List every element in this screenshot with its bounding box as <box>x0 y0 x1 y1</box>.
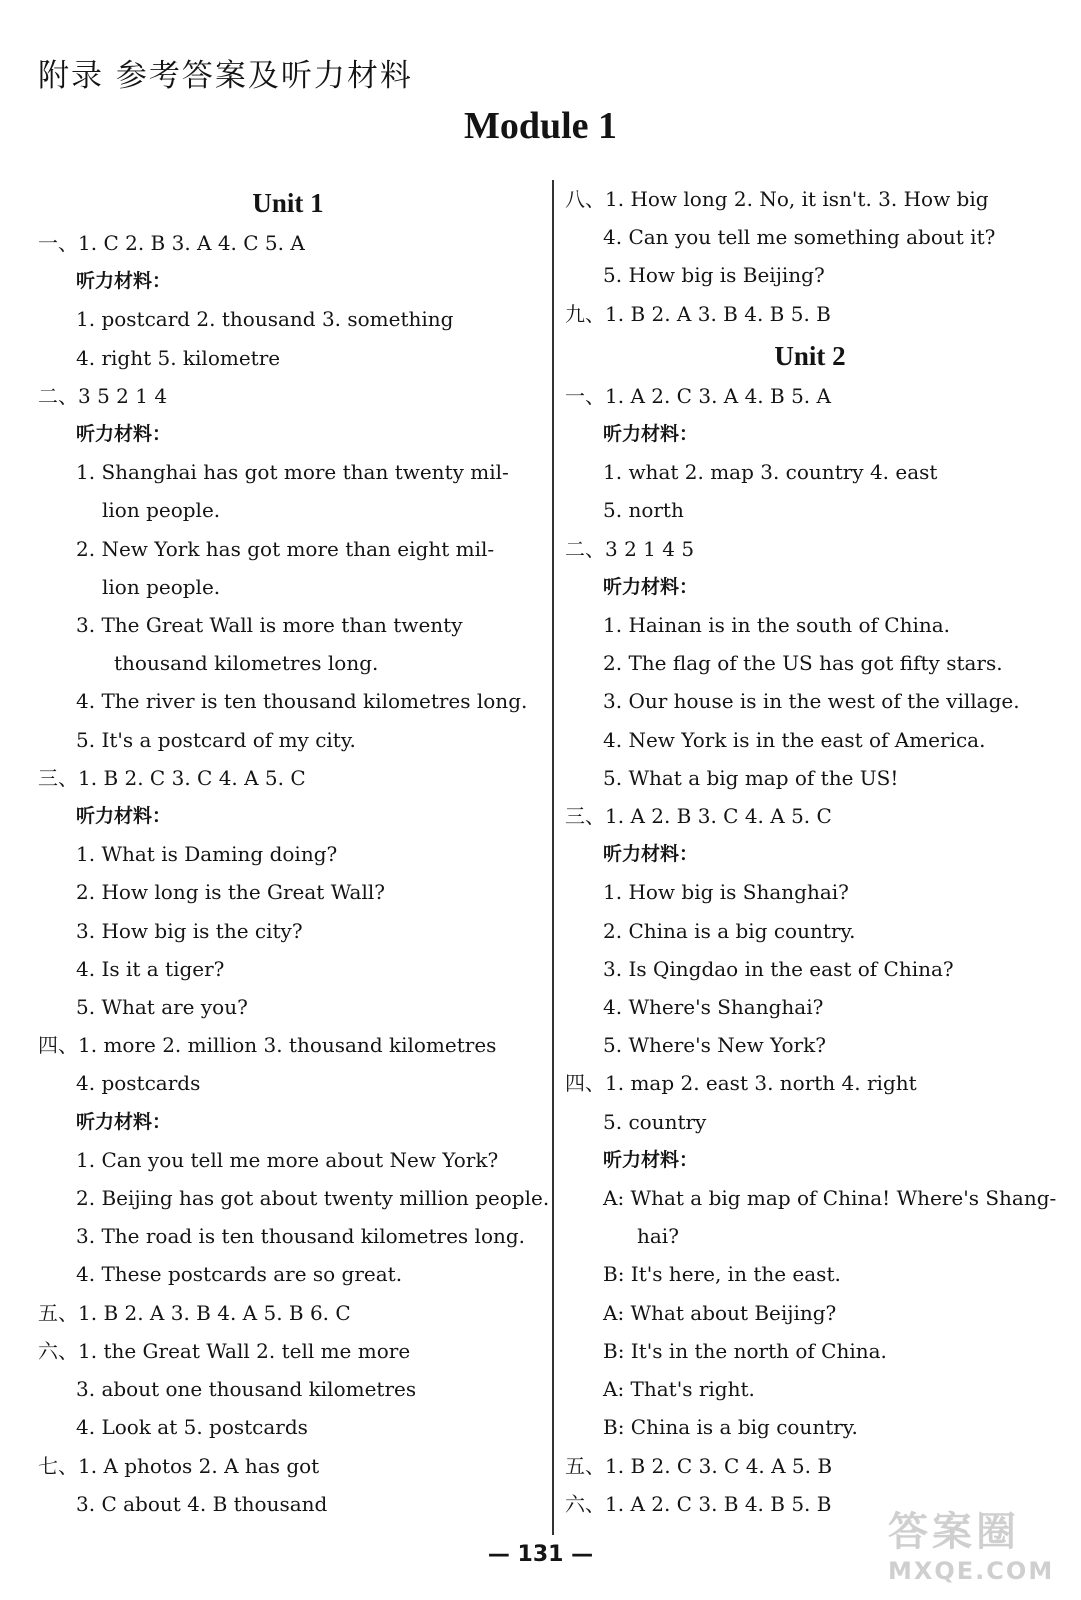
answer-line: 5. How big is Beijing? <box>603 263 825 288</box>
page-number: — 131 — <box>487 1542 594 1567</box>
watermark-logo <box>888 1500 1064 1592</box>
answer-line: 四、1. more 2. million 3. thousand kilometres <box>38 1033 497 1058</box>
answer-line: thousand kilometres long. <box>114 651 379 676</box>
answer-line: 1. Can you tell me more about New York? <box>76 1147 499 1172</box>
listening-material-label: 听力材料： <box>76 805 172 828</box>
watermark-text: 答案圈 <box>888 1509 1020 1555</box>
answer-line: lion people. <box>102 498 221 523</box>
unit-heading: Unit 1 <box>252 188 324 218</box>
module-title: Module 1 <box>463 105 618 147</box>
answer-line: lion people. <box>102 574 221 599</box>
answer-line: 3. C about 4. B thousand <box>76 1491 328 1516</box>
answer-line: 2. New York has got more than eight mil- <box>76 536 495 561</box>
answer-line: 六、1. the Great Wall 2. tell me more <box>38 1338 411 1363</box>
answer-line: 5. What a big map of the US! <box>603 765 899 790</box>
answer-line: 1. How big is Shanghai? <box>603 880 849 905</box>
answer-line: hai? <box>637 1224 679 1249</box>
answer-line: 4. postcards <box>76 1071 201 1096</box>
answer-line: 2. The flag of the US has got fifty stars. <box>603 651 1003 676</box>
answer-line: 4. right 5. kilometre <box>76 345 281 370</box>
answer-line: 2. China is a big country. <box>603 918 856 943</box>
answer-line: 五、1. B 2. C 3. C 4. A 5. B <box>565 1453 833 1478</box>
answer-line: 二、3 5 2 1 4 <box>38 383 168 408</box>
answer-line: 二、3 2 1 4 5 <box>565 536 695 561</box>
answer-line: 八、1. How long 2. No, it isn't. 3. How big <box>565 187 989 211</box>
answer-line: 1. what 2. map 3. country 4. east <box>603 460 938 485</box>
answer-line: 5. It's a postcard of my city. <box>76 727 356 752</box>
answer-line: 三、1. B 2. C 3. C 4. A 5. C <box>38 765 306 790</box>
answer-line: 3. Our house is in the west of the village. <box>603 689 1020 714</box>
answer-line: 1. postcard 2. thousand 3. something <box>76 307 454 332</box>
answer-line: A: What a big map of China! Where's Shang- <box>603 1186 1057 1211</box>
answer-line: A: What about Beijing? <box>603 1300 837 1325</box>
listening-material-label: 听力材料： <box>603 423 699 446</box>
answer-line: 3. How big is the city? <box>76 918 303 943</box>
page-header: 附录 参考答案及听力材料 <box>38 58 413 94</box>
answer-line: 1. What is Daming doing? <box>76 842 338 867</box>
answer-line: 一、1. C 2. B 3. A 4. C 5. A <box>38 231 305 255</box>
answer-line: 5. country <box>603 1109 707 1134</box>
answer-line: 4. Can you tell me something about it? <box>603 225 996 250</box>
answer-line: 一、1. A 2. C 3. A 4. B 5. A <box>565 383 831 408</box>
listening-material-label: 听力材料： <box>76 423 172 446</box>
answer-line: 三、1. A 2. B 3. C 4. A 5. C <box>565 804 832 829</box>
answer-line: 4. These postcards are so great. <box>76 1262 403 1287</box>
answer-line: 四、1. map 2. east 3. north 4. right <box>565 1071 917 1096</box>
listening-material-label: 听力材料： <box>76 1110 172 1133</box>
answer-line: 3. about one thousand kilometres <box>76 1377 417 1402</box>
answer-line: 2. Beijing has got about twenty million people. <box>76 1186 550 1211</box>
answer-line: 5. Where's New York? <box>603 1033 826 1058</box>
answer-line: 5. What are you? <box>76 995 248 1020</box>
answer-line: 3. The Great Wall is more than twenty <box>76 613 463 638</box>
listening-material-label: 听力材料： <box>603 575 699 598</box>
answer-line: A: That's right. <box>603 1377 755 1402</box>
answer-line: B: It's in the north of China. <box>603 1338 887 1363</box>
listening-material-label: 听力材料： <box>76 270 172 293</box>
answer-line: 2. How long is the Great Wall? <box>76 880 385 905</box>
listening-material-label: 听力材料： <box>603 843 699 866</box>
answer-line: 4. The river is ten thousand kilometres long. <box>76 689 528 714</box>
unit-heading: Unit 2 <box>774 340 846 371</box>
answer-line: 六、1. A 2. C 3. B 4. B 5. B <box>565 1491 832 1516</box>
left-column <box>38 180 550 1523</box>
right-column <box>565 180 1055 1523</box>
answer-line: 3. Is Qingdao in the east of China? <box>603 956 954 981</box>
answer-line: 4. Is it a tiger? <box>76 956 225 981</box>
answer-line: 九、1. B 2. A 3. B 4. B 5. B <box>565 301 831 326</box>
column-divider <box>552 180 554 1535</box>
answer-line: B: It's here, in the east. <box>603 1262 841 1287</box>
answer-line: 4. Look at 5. postcards <box>76 1415 308 1440</box>
answer-line: 3. The road is ten thousand kilometres long. <box>76 1224 526 1249</box>
answer-line: 1. Hainan is in the south of China. <box>603 613 951 638</box>
answer-line: 4. Where's Shanghai? <box>603 995 824 1020</box>
answer-line: 4. New York is in the east of America. <box>603 727 986 752</box>
answer-line: 五、1. B 2. A 3. B 4. A 5. B 6. C <box>38 1300 351 1325</box>
answer-line: 1. Shanghai has got more than twenty mil- <box>76 460 509 485</box>
answer-line: 七、1. A photos 2. A has got <box>38 1453 320 1478</box>
answer-line: 5. north <box>603 498 684 523</box>
answer-line: B: China is a big country. <box>603 1415 858 1440</box>
listening-material-label: 听力材料： <box>603 1148 699 1171</box>
watermark-url: MXQE.COM <box>888 1557 1055 1585</box>
